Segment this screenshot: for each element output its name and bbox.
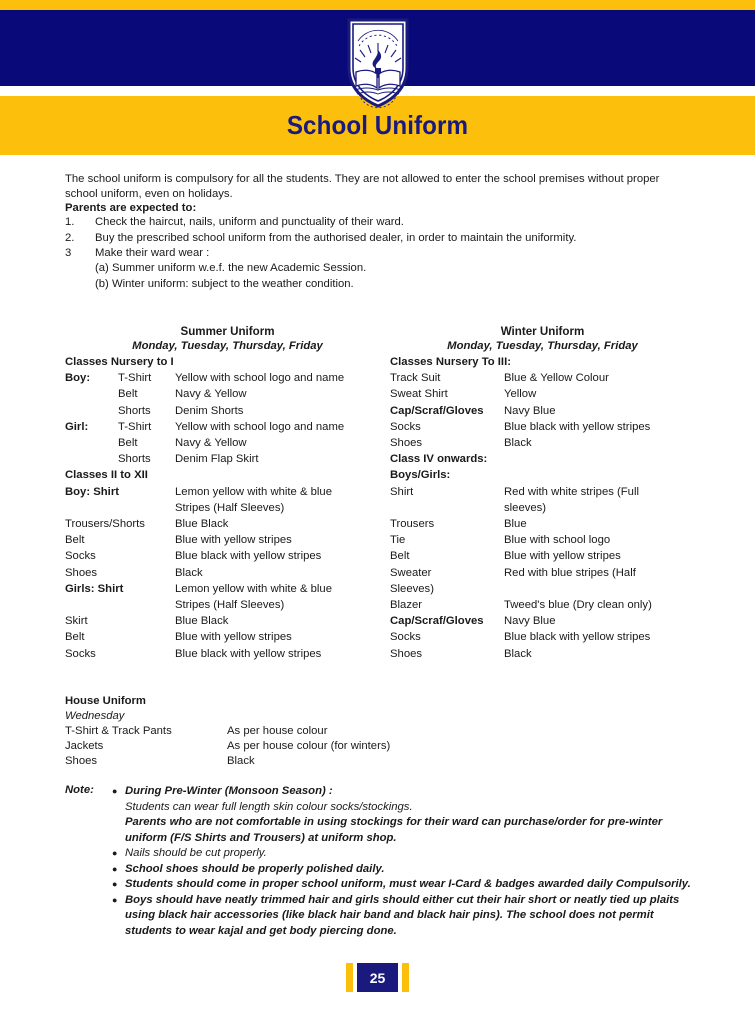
row-label: Blazer: [390, 599, 423, 612]
row-desc: Black: [504, 647, 532, 660]
row-who: [65, 451, 118, 467]
note-lead: Students should come in proper school uniform, must wear I-Card & badges awarded daily Compulsorily.: [125, 878, 691, 890]
table-row: [390, 629, 695, 645]
row-desc: Red with white stripes (Full: [504, 485, 639, 498]
table-row: [390, 597, 695, 613]
row-desc: Blue black with yellow stripes: [504, 631, 651, 644]
notes-section: [65, 784, 695, 939]
note-lead: Boys should have neatly trimmed hair and girls should either cut their hair short or neatly tied up plaits using black hair accessories (like black hair band and black hair pins). The school does not permit students to wear kajal and get body piercing done.: [125, 893, 680, 937]
table-row: [65, 370, 390, 386]
row-who: [65, 435, 118, 451]
table-row: [65, 516, 390, 532]
row-label: Trousers/Shorts: [65, 518, 145, 531]
table-row: [390, 548, 695, 564]
row-desc: Lemon yellow with white & blue: [175, 485, 332, 498]
row-desc: Blue with yellow stripes: [175, 534, 292, 547]
table-row: [390, 613, 695, 629]
page-footer: [0, 963, 755, 992]
table-row: [65, 646, 390, 662]
row-label: Shirt: [390, 485, 414, 498]
table-row: [390, 646, 695, 662]
list-item-text: Check the haircut, nails, uniform and punctuality of their ward.: [95, 216, 404, 229]
row-desc: As per house colour (for winters): [227, 740, 391, 752]
house-uniform-title: House Uniform: [65, 695, 146, 707]
row-desc: Yellow with school logo and name: [175, 372, 345, 385]
table-row: [390, 565, 695, 581]
row-desc-cont: Sleeves): [390, 582, 434, 595]
note-sub-text: Parents who are not comfortable in using stockings for their ward can purchase/order for pre-winter uniform (F/S Shirts and Trousers) at uniform shop.: [125, 816, 663, 844]
row-desc: Blue with yellow stripes: [504, 550, 621, 563]
table-row: [65, 451, 390, 467]
row-desc: Yellow: [504, 388, 537, 401]
table-row: [65, 739, 525, 754]
winter-group2-heading: Class IV onwards:: [390, 453, 488, 466]
list-item-number: 3: [65, 247, 72, 259]
row-who: [65, 403, 118, 419]
table-row: [65, 484, 390, 500]
row-item: Belt: [118, 388, 138, 401]
table-row: [65, 565, 390, 581]
row-desc-cont: Stripes (Half Sleeves): [175, 501, 285, 514]
row-desc: Blue black with yellow stripes: [175, 550, 322, 563]
summer-uniform-title: Summer Uniform: [180, 325, 275, 338]
row-desc: Blue: [504, 518, 527, 531]
bullet-icon: ●: [112, 848, 118, 858]
table-row: [390, 516, 695, 532]
table-row: [65, 613, 390, 629]
table-row: [65, 754, 525, 769]
table-row: [65, 581, 390, 597]
row-label: Boy: Shirt: [65, 485, 119, 498]
row-desc: Navy & Yellow: [175, 437, 247, 450]
row-desc: Denim Flap Skirt: [175, 453, 259, 466]
row-desc: Blue with school logo: [504, 534, 611, 547]
table-row: [65, 629, 390, 645]
row-label: Cap/Scraf/Gloves: [390, 615, 484, 628]
bullet-icon: ●: [112, 863, 118, 874]
row-item: T-Shirt: [118, 420, 152, 433]
row-label: Socks: [390, 631, 421, 644]
list-item-number: 2.: [65, 231, 75, 244]
row-who: Girl:: [65, 420, 89, 433]
table-row: [390, 484, 695, 500]
table-row: [390, 532, 695, 548]
list-item: [112, 862, 695, 878]
intro-section: [65, 172, 693, 292]
table-row: [390, 419, 695, 435]
table-row: [65, 419, 390, 435]
row-desc: Denim Shorts: [175, 404, 244, 417]
row-label: Shoes: [65, 566, 98, 579]
table-row: [390, 435, 695, 451]
row-label: Shoes: [390, 647, 423, 660]
row-label: Tie: [390, 534, 406, 547]
row-label: Skirt: [65, 615, 88, 628]
list-item: [65, 215, 693, 230]
house-uniform-day: Wednesday: [65, 710, 125, 722]
list-item-number: 1.: [65, 216, 75, 229]
row-label: Belt: [65, 534, 85, 547]
row-label: Belt: [390, 550, 410, 563]
top-yellow-strip: [0, 0, 755, 10]
row-desc: Navy Blue: [504, 404, 556, 417]
notes-list: [112, 784, 695, 939]
row-desc: Black: [504, 437, 532, 450]
winter-group2-subheading: Boys/Girls:: [390, 469, 451, 482]
row-desc: Blue black with yellow stripes: [504, 420, 651, 433]
table-row: [65, 403, 390, 419]
table-row: [390, 403, 695, 419]
school-crest-logo: [343, 16, 413, 110]
row-label: Shoes: [390, 437, 423, 450]
row-who: [65, 386, 118, 402]
row-desc: As per house colour: [227, 725, 328, 737]
table-row: [65, 435, 390, 451]
list-item: [112, 877, 695, 893]
row-label: Socks: [65, 647, 96, 660]
list-item-text: Buy the prescribed school uniform from the authorised dealer, in order to maintain the uniformity.: [95, 231, 577, 244]
winter-group1-heading: Classes Nursery To III:: [390, 356, 511, 368]
row-label: Cap/Scraf/Gloves: [390, 404, 484, 417]
row-desc: Lemon yellow with white & blue: [175, 582, 332, 595]
row-desc: Blue with yellow stripes: [175, 631, 292, 644]
table-row: [65, 532, 390, 548]
page-title: School Uniform: [286, 110, 469, 140]
footer-left-bar: [346, 963, 353, 992]
row-desc: Tweed's blue (Dry clean only): [504, 599, 652, 612]
row-item: T-Shirt: [118, 372, 152, 385]
row-desc: Navy Blue: [504, 615, 556, 628]
parents-numbered-list: [65, 215, 693, 292]
list-item: [65, 246, 693, 261]
table-row: [390, 370, 695, 386]
table-row: [65, 386, 390, 402]
footer-right-bar: [402, 963, 409, 992]
row-desc-cont: sleeves): [504, 501, 547, 514]
table-row: [65, 548, 390, 564]
row-label: Socks: [65, 550, 96, 563]
sub-item-b: (b) Winter uniform: subject to the weather condition.: [95, 277, 354, 290]
note-lead: Nails should be cut properly.: [125, 847, 267, 859]
winter-uniform-title: Winter Uniform: [500, 325, 585, 338]
bullet-icon: ●: [112, 879, 118, 889]
row-label: Belt: [65, 631, 85, 644]
intro-paragraph: The school uniform is compulsory for all the students. They are not allowed to enter the school premises without proper school uniform, even on holidays.: [65, 173, 660, 200]
row-desc: Red with blue stripes (Half: [504, 566, 636, 579]
uniform-columns: [65, 324, 695, 662]
row-desc: Black: [227, 755, 255, 767]
row-who: Boy:: [65, 372, 91, 385]
list-item-text: Make their ward wear :: [95, 247, 210, 259]
table-row: [65, 724, 525, 739]
bullet-icon: ●: [112, 894, 118, 905]
row-desc: Navy & Yellow: [175, 388, 247, 401]
winter-uniform-days: Monday, Tuesday, Thursday, Friday: [447, 340, 638, 352]
summer-group2-heading: Classes II to XII: [65, 469, 148, 482]
row-desc: Blue Black: [175, 518, 229, 531]
row-label: Sweat Shirt: [390, 388, 448, 401]
row-desc: Black: [175, 566, 203, 579]
summer-uniform-days: Monday, Tuesday, Thursday, Friday: [132, 340, 323, 352]
notes-heading: Note:: [65, 784, 94, 796]
row-label: Shoes: [65, 755, 98, 767]
row-item: Belt: [118, 437, 138, 450]
note-sub-text: Students can wear full length skin colour socks/stockings.: [125, 800, 413, 813]
summer-uniform-column: [65, 324, 390, 662]
winter-uniform-column: [390, 324, 695, 662]
row-label: Jackets: [65, 740, 104, 752]
summer-group1-heading: Classes Nursery to I: [65, 356, 174, 368]
row-desc: Blue black with yellow stripes: [175, 647, 322, 660]
table-row: [390, 386, 695, 402]
row-item: Shorts: [118, 404, 151, 417]
list-item: [112, 846, 695, 862]
note-lead: During Pre-Winter (Monsoon Season) :: [125, 785, 333, 797]
list-item: [112, 893, 695, 940]
row-desc-cont: Stripes (Half Sleeves): [175, 599, 285, 612]
list-item: [112, 784, 695, 846]
row-label: Girls: Shirt: [65, 582, 124, 595]
row-desc: Blue & Yellow Colour: [504, 372, 609, 385]
page-number: 25: [357, 963, 398, 992]
row-label: Track Suit: [390, 372, 441, 385]
list-item: [65, 231, 693, 246]
bullet-icon: ●: [112, 786, 118, 796]
house-uniform-section: [65, 694, 525, 769]
row-label: T-Shirt & Track Pants: [65, 725, 172, 737]
parents-expected-heading: Parents are expected to:: [65, 202, 197, 215]
sub-item-a: (a) Summer uniform w.e.f. the new Academic Session.: [95, 262, 367, 275]
row-label: Socks: [390, 420, 421, 433]
row-desc: Yellow with school logo and name: [175, 420, 345, 433]
row-label: Sweater: [390, 566, 432, 579]
row-label: Trousers: [390, 518, 435, 531]
note-lead: School shoes should be properly polished daily.: [125, 862, 385, 875]
row-item: Shorts: [118, 453, 151, 466]
row-desc: Blue Black: [175, 615, 229, 628]
